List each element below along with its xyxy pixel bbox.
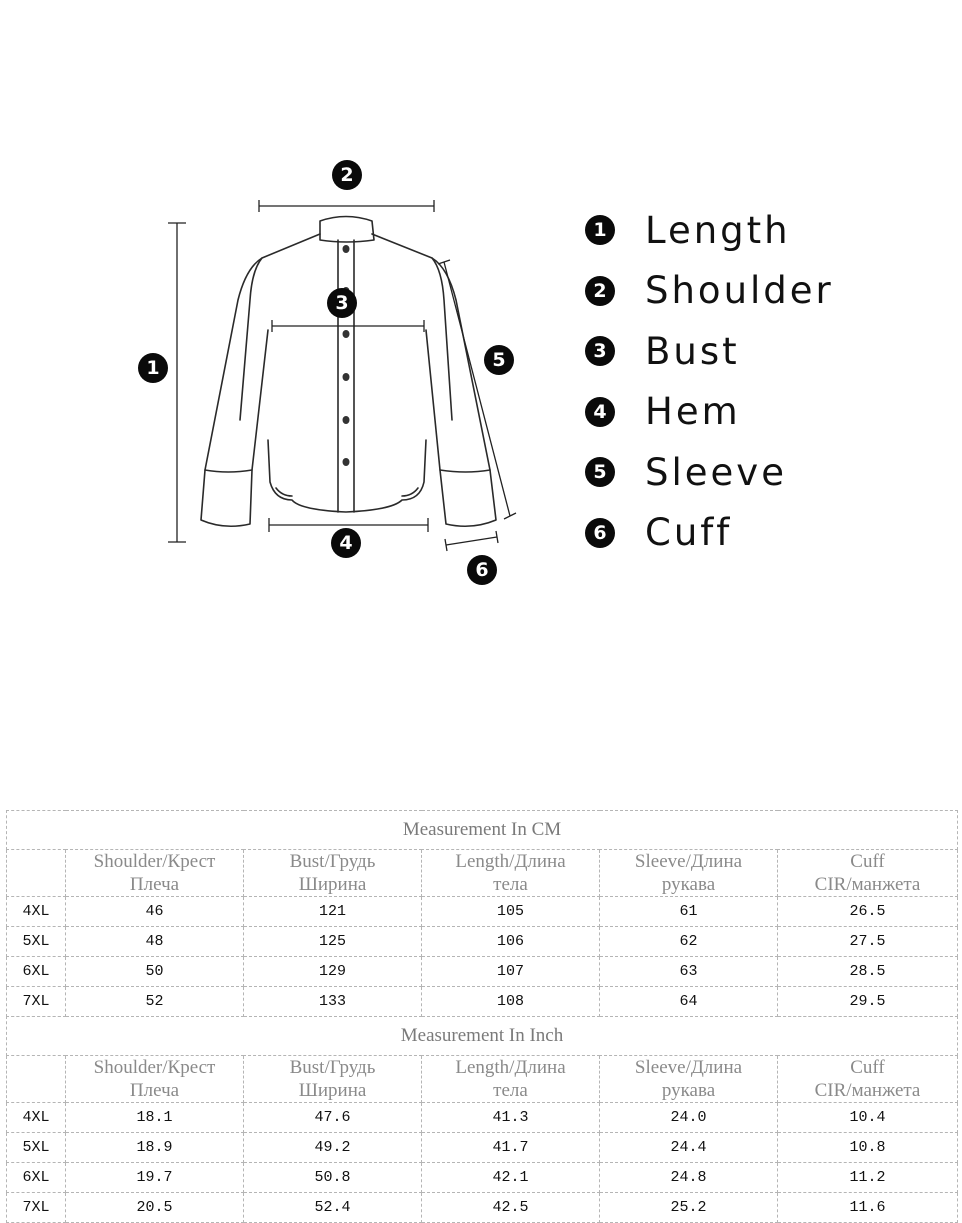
legend-number: 1 [585,215,615,245]
legend-number: 6 [585,518,615,548]
table-cell: 11.6 [778,1193,958,1223]
legend-item-bust [585,321,834,382]
table-cell: 49.2 [244,1133,422,1163]
size-label: 6XL [7,957,66,987]
badge-cuff: 6 [467,555,497,585]
legend-item-shoulder [585,261,834,322]
column-header: Bust/Грудь Ширина [244,1056,422,1103]
legend-number: 2 [585,276,615,306]
table-cell: 26.5 [778,897,958,927]
table-cell: 42.1 [422,1163,600,1193]
legend-item-hem [585,382,834,443]
table-row [7,957,958,987]
table-row [7,1133,958,1163]
size-label: 4XL [7,897,66,927]
shirt-outline [201,217,496,527]
column-header: Shoulder/Крест Плеча [66,850,244,897]
table-header-row [7,1056,958,1103]
legend-label: Shoulder [645,269,834,313]
size-label: 6XL [7,1163,66,1193]
legend-number: 4 [585,397,615,427]
table-cell: 61 [600,897,778,927]
measurement-lines [168,200,516,551]
table-cell: 52 [66,987,244,1017]
size-label: 4XL [7,1103,66,1133]
table-row [7,1193,958,1223]
table-row [7,897,958,927]
column-header: Sleeve/Длина рукава [600,1056,778,1103]
column-header: Length/Длина тела [422,1056,600,1103]
column-header: Cuff CIR/манжета [778,1056,958,1103]
table-cell: 133 [244,987,422,1017]
table-cell: 10.8 [778,1133,958,1163]
table-cell: 19.7 [66,1163,244,1193]
table-cell: 50 [66,957,244,987]
legend-label: Cuff [645,511,733,555]
table-cell: 28.5 [778,957,958,987]
table-cell: 18.9 [66,1133,244,1163]
legend-label: Hem [645,390,741,434]
table-cell: 11.2 [778,1163,958,1193]
table-cell: 46 [66,897,244,927]
table-cell: 24.4 [600,1133,778,1163]
table-cell: 25.2 [600,1193,778,1223]
legend-item-sleeve [585,442,834,503]
table-cell: 20.5 [66,1193,244,1223]
table-cell: 41.7 [422,1133,600,1163]
table-cell: 107 [422,957,600,987]
table-cell: 121 [244,897,422,927]
legend-item-cuff [585,503,834,564]
badge-sleeve: 5 [484,345,514,375]
legend-number: 3 [585,336,615,366]
table-cell: 47.6 [244,1103,422,1133]
table-cell: 29.5 [778,987,958,1017]
table-cell: 27.5 [778,927,958,957]
table-cell: 108 [422,987,600,1017]
table-cell: 48 [66,927,244,957]
badge-shoulder: 2 [332,160,362,190]
table-cell: 52.4 [244,1193,422,1223]
table-cell: 18.1 [66,1103,244,1133]
size-label: 5XL [7,1133,66,1163]
badge-bust: 3 [327,288,357,318]
table-cell: 64 [600,987,778,1017]
table-cell: 24.0 [600,1103,778,1133]
legend-number: 5 [585,457,615,487]
table-row [7,987,958,1017]
table-title: Measurement In CM [7,811,958,850]
legend-label: Sleeve [645,450,787,494]
size-label: 5XL [7,927,66,957]
table-cell: 24.8 [600,1163,778,1193]
table-cell: 105 [422,897,600,927]
table-title: Measurement In Inch [7,1017,958,1056]
table-cell: 106 [422,927,600,957]
size-label: 7XL [7,987,66,1017]
legend-item-length [585,200,834,261]
column-header: Shoulder/Крест Плеча [66,1056,244,1103]
column-header: Sleeve/Длина рукава [600,850,778,897]
table-corner [7,850,66,897]
table-cell: 41.3 [422,1103,600,1133]
table-cell: 63 [600,957,778,987]
legend-label: Bust [645,329,740,373]
table-cell: 42.5 [422,1193,600,1223]
table-row [7,927,958,957]
size-table-inch [6,1016,958,1223]
table-cell: 10.4 [778,1103,958,1133]
size-label: 7XL [7,1193,66,1223]
table-corner [7,1056,66,1103]
badge-length: 1 [138,353,168,383]
table-header-row [7,850,958,897]
table-cell: 50.8 [244,1163,422,1193]
table-row [7,1163,958,1193]
table-row [7,1103,958,1133]
measurement-legend [585,200,834,563]
column-header: Cuff CIR/манжета [778,850,958,897]
badge-hem: 4 [331,528,361,558]
column-header: Bust/Грудь Ширина [244,850,422,897]
table-cell: 125 [244,927,422,957]
table-cell: 62 [600,927,778,957]
column-header: Length/Длина тела [422,850,600,897]
legend-label: Length [645,208,791,252]
table-cell: 129 [244,957,422,987]
shirt-buttons [343,245,350,466]
size-table-cm [6,810,958,1017]
